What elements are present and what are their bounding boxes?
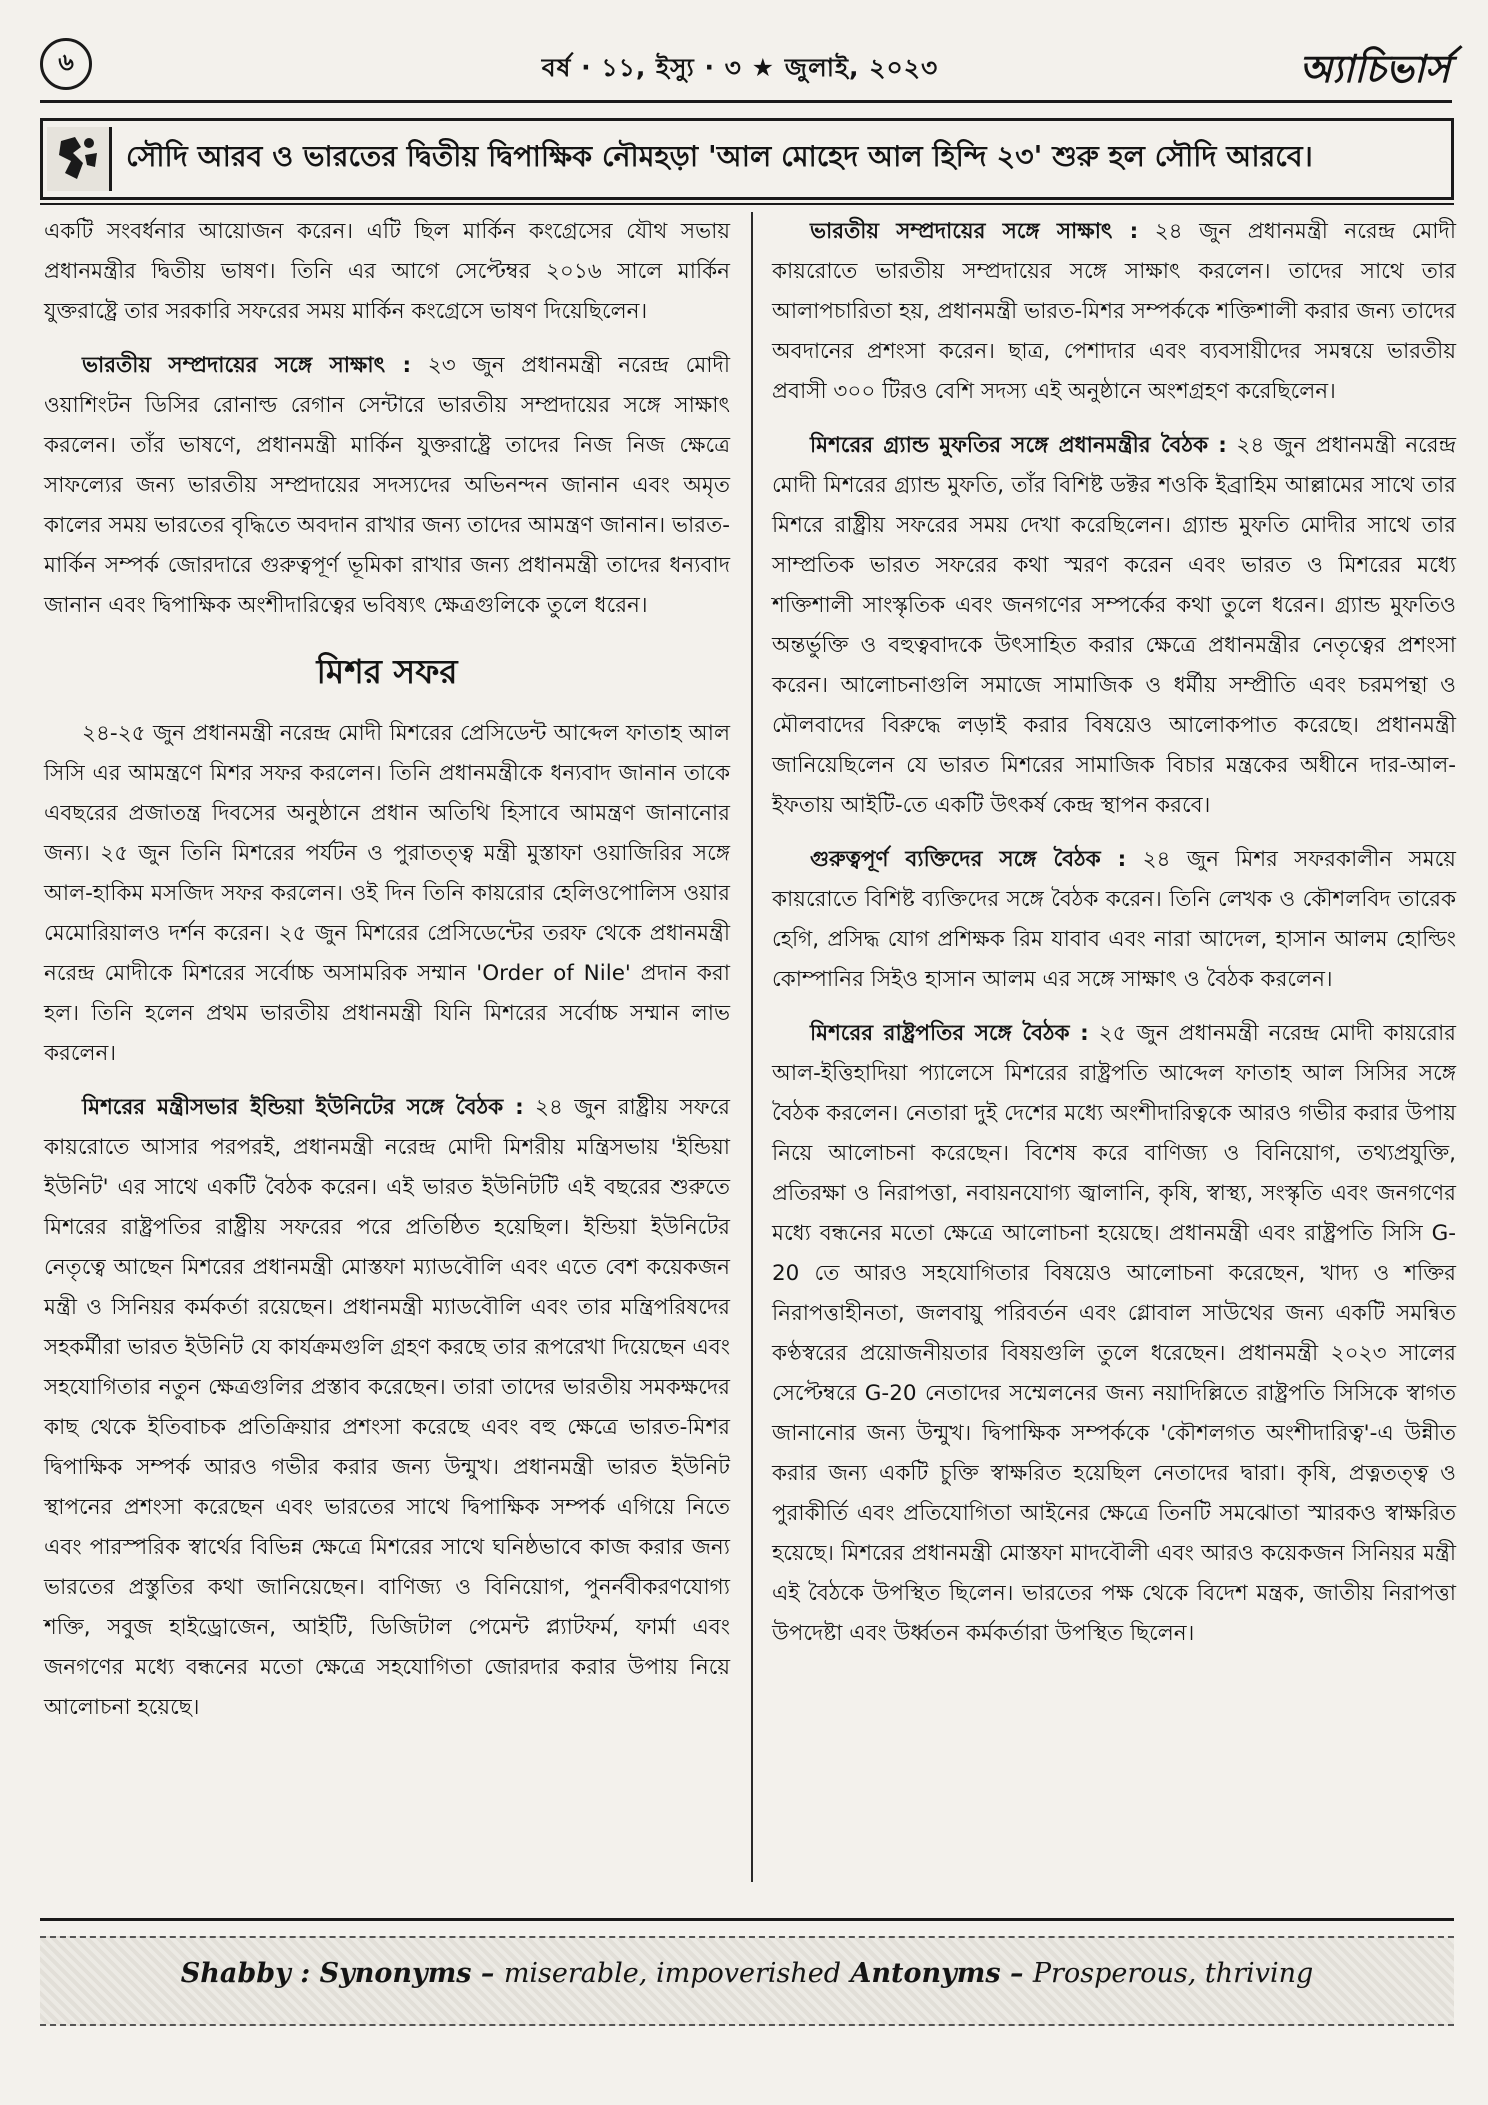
paragraph: একটি সংবর্ধনার আয়োজন করেন। এটি ছিল মার্কিন কংগ্রেসের যৌথ সভায় প্রধানমন্ত্রীর দ্বিতীয় ভাষণ। তিনি এর আগে সেপ্টেম্বর ২০১৬ সালে মার্কিন যুক্তরাষ্ট্রে তার সরকারি সফরের সময় মার্কিন কংগ্রেসে ভাষণ দিয়েছিলেন। <box>44 219 730 324</box>
antonyms-list: Prosperous, thriving <box>1032 1958 1314 1989</box>
synonyms-label: Synonyms – <box>319 1958 495 1989</box>
paragraph-title: ভারতীয় সম্প্রদায়ের সঙ্গে সাক্ষাৎ : <box>810 219 1139 244</box>
vocab-word: Shabby : <box>180 1958 311 1989</box>
paragraph: মিশরের গ্র্যান্ড মুফতির সঙ্গে প্রধানমন্ত্রীর বৈঠক : ২৪ জুন প্রধানমন্ত্রী নরেন্দ্র মোদী মিশরের গ্র্যান্ড মুফতি, তাঁর বিশিষ্ট ডক্টর শওকি ইব্রাহিম আল্লামের সাথে তার মিশরে রাষ্ট্রীয় সফরের সময় দেখা করেছিলেন। গ্র্যান্ড মুফতি মোদীর সাথে তার সাম্প্রতিক ভারত সফরের কথা স্মরণ করেন এবং ভারত ও মিশরের মধ্যে শক্তিশালী সাংস্কৃতিক এবং জনগণের সম্পর্কের কথা তুলে ধরেন। গ্র্যান্ড মুফতিও অন্তর্ভুক্তি ও বহুত্ববাদকে উৎসাহিত করার ক্ষেত্রে প্রধানমন্ত্রীর নেতৃত্বের প্রশংসা করেন। আলোচনাগুলি সমাজে সামাজিক ও ধর্মীয় সম্প্রীতি এবং চরমপন্থা ও মৌলবাদের বিরুদ্ধে লড়াই করার বিষয়েও আলোকপাত করেছে। প্রধানমন্ত্রী জানিয়েছিলেন যে ভারত মিশরের সামাজিক বিচার মন্ত্রকের অধীনে দার-আল-ইফতায় আইটি-তে একটি উৎকর্ষ কেন্দ্র স্থাপন করবে। <box>772 433 1457 818</box>
paragraph-title: গুরুত্বপূর্ণ ব্যক্তিদের সঙ্গে বৈঠক : <box>810 847 1127 872</box>
paragraph-title: ভারতীয় সম্প্রদায়ের সঙ্গে সাক্ষাৎ : <box>82 353 412 378</box>
brand-logo: অ্যাচিভার্স <box>1299 46 1450 91</box>
vocabulary-band <box>40 1936 1454 2026</box>
issue-line: বর্ষ · ১১, ইস্যু · ৩ ★ জুলাই, ২০২৩ <box>541 53 939 82</box>
section-title: মিশর সফর <box>316 652 458 691</box>
paragraph: ভারতীয় সম্প্রদায়ের সঙ্গে সাক্ষাৎ : ২৩ জুন প্রধানমন্ত্রী নরেন্দ্র মোদী ওয়াশিংটন ডিসির রোনাল্ড রেগান সেন্টারে ভারতীয় সম্প্রদায়ের সঙ্গে সাক্ষাৎ করলেন। তাঁর ভাষণে, প্রধানমন্ত্রী মার্কিন যুক্তরাষ্ট্রে তাদের নিজ নিজ ক্ষেত্রে সাফল্যের জন্য ভারতীয় সম্প্রদায়ের সদস্যদের অভিনন্দন জানান এবং অমৃত কালের সময় ভারতের বৃদ্ধিতে অবদান রাখার জন্য তাদের আমন্ত্রণ জানান। ভারত-মার্কিন সম্পর্ক জোরদারে গুরুত্বপূর্ণ ভূমিকা রাখার জন্য প্রধানমন্ত্রী তাদের ধন্যবাদ জানান এবং দ্বিপাক্ষিক অংশীদারিত্বের ভবিষ্যৎ ক্ষেত্রগুলিকে তুলে ধরেন। <box>44 353 730 618</box>
synonyms-list: miserable, impoverished <box>503 1958 842 1989</box>
footer-rule <box>40 1918 1454 1921</box>
paragraph-title: মিশরের মন্ত্রীসভার ইন্ডিয়া ইউনিটের সঙ্গে বৈঠক : <box>82 1095 524 1120</box>
news-tag-icon <box>47 127 112 191</box>
paragraph: গুরুত্বপূর্ণ ব্যক্তিদের সঙ্গে বৈঠক : ২৪ জুন মিশর সফরকালীন সময়ে কায়রোতে বিশিষ্ট ব্যক্তিদের সঙ্গে বৈঠক করেন। তিনি লেখক ও কৌশলবিদ তারেক হেগি, প্রসিদ্ধ যোগ প্রশিক্ষক রিম যাবাব এবং নারা আদেল, হাসান আলম হোল্ডিং কোম্পানির সিইও হাসান আলম এর সঙ্গে সাক্ষাৎ ও বৈঠক করলেন। <box>772 847 1456 992</box>
paragraph: মিশরের রাষ্ট্রপতির সঙ্গে বৈঠক : ২৫ জুন প্রধানমন্ত্রী নরেন্দ্র মোদী কায়রোর আল-ইত্তিহাদিয়া প্যালেসে মিশরের রাষ্ট্রপতি আব্দেল ফাতাহ আল সিসির সঙ্গে বৈঠক করলেন। নেতারা দুই দেশের মধ্যে অংশীদারিত্বকে আরও গভীর করার উপায় নিয়ে আলোচনা করেছেন। বিশেষ করে বাণিজ্য ও বিনিয়োগ, তথ্যপ্রযুক্তি, প্রতিরক্ষা ও নিরাপত্তা, নবায়নযোগ্য জ্বালানি, কৃষি, স্বাস্থ্য, সংস্কৃতি এবং জনগণের মধ্যে বন্ধনের মতো ক্ষেত্রে আলোচনা হয়েছে। প্রধানমন্ত্রী এবং রাষ্ট্রপতি সিসি G-20 তে আরও সহযোগিতার বিষয়েও আলোচনা করেছেন, খাদ্য ও শক্তির নিরাপত্তাহীনতা, জলবায়ু পরিবর্তন এবং গ্লোবাল সাউথের জন্য একটি সমন্বিত কণ্ঠস্বরের প্রয়োজনীয়তার বিষয়গুলি তুলে ধরেছেন। প্রধানমন্ত্রী ২০২৩ সালের সেপ্টেম্বরে G-20 নেতাদের সম্মেলনের জন্য নয়াদিল্লিতে রাষ্ট্রপতি সিসিকে স্বাগত জানানোর জন্য উন্মুখ। দ্বিপাক্ষিক সম্পর্ককে 'কৌশলগত অংশীদারিত্ব'-এ উন্নীত করার জন্য একটি চুক্তি স্বাক্ষরিত হয়েছিল নেতাদের দ্বারা। কৃষি, প্রত্নতত্ত্ব ও পুরাকীর্তি এবং প্রতিযোগিতা আইনের ক্ষেত্রে তিনটি সমঝোতা স্মারকও স্বাক্ষরিত হয়েছে। মিশরের প্রধানমন্ত্রী মোস্তফা মাদবৌলী এবং আরও কয়েকজন সিনিয়র মন্ত্রী এই বৈঠকে উপস্থিত ছিলেন। ভারতের পক্ষ থেকে বিদেশ মন্ত্রক, জাতীয় নিরাপত্তা উপদেষ্টা এবং উর্ধ্বতন কর্মকর্তারা উপস্থিত ছিলেন। <box>772 1021 1457 1646</box>
antonyms-label: Antonyms – <box>850 1958 1024 1989</box>
vocabulary-line <box>40 1958 1454 1989</box>
column-divider <box>751 212 753 1882</box>
paragraph: ২৪-২৫ জুন প্রধানমন্ত্রী নরেন্দ্র মোদী মিশরের প্রেসিডেন্ট আব্দেল ফাতাহ আল সিসি এর আমন্ত্রণে মিশর সফর করলেন। তিনি প্রধানমন্ত্রীকে ধন্যবাদ জানান তাকে এবছরের প্রজাতন্ত্র দিবসের অনুষ্ঠানে প্রধান অতিথি হিসাবে আমন্ত্রণ জানানোর জন্য। ২৫ জুন তিনি মিশরের পর্যটন ও পুরাতত্ত্ব মন্ত্রী মুস্তাফা ওয়াজিরির সঙ্গে আল-হাকিম মসজিদ সফর করলেন। ওই দিন তিনি কায়রোর হেলিওপোলিস ওয়ার মেমোরিয়ালও দর্শন করেন। ২৫ জুন মিশরের প্রেসিডেন্টের তরফ থেকে প্রধানমন্ত্রী নরেন্দ্র মোদীকে মিশরের সর্বোচ্চ অসামরিক সম্মান 'Order of Nile' প্রদান করা হল। তিনি হলেন প্রথম ভারতীয় প্রধানমন্ত্রী যিনি মিশরের সর্বোচ্চ সম্মান লাভ করলেন। <box>44 721 730 1066</box>
left-column <box>44 212 730 1742</box>
paragraph: মিশরের মন্ত্রীসভার ইন্ডিয়া ইউনিটের সঙ্গে বৈঠক : ২৪ জুন রাষ্ট্রীয় সফরে কায়রোতে আসার পরপরই, প্রধানমন্ত্রী নরেন্দ্র মোদী মিশরীয় মন্ত্রিসভায় 'ইন্ডিয়া ইউনিট' এর সাথে একটি বৈঠক করেন। এই ভারত ইউনিটটি এই বছরের শুরুতে মিশরের রাষ্ট্রপতির রাষ্ট্রীয় সফরের পরে প্রতিষ্ঠিত হয়েছিল। ইন্ডিয়া ইউনিটের নেতৃত্বে আছেন মিশরের প্রধানমন্ত্রী মোস্তফা ম্যাডবৌলি এবং এতে বেশ কয়েকজন মন্ত্রী ও সিনিয়র কর্মকর্তা রয়েছেন। প্রধানমন্ত্রী ম্যাডবৌলি এবং তার মন্ত্রিপরিষদের সহকর্মীরা ভারত ইউনিট যে কার্যক্রমগুলি গ্রহণ করছে তার রূপরেখা দিয়েছেন এবং সহযোগিতার নতুন ক্ষেত্রগুলির প্রস্তাব করেছেন। তারা তাদের ভারতীয় সমকক্ষদের কাছ থেকে ইতিবাচক প্রতিক্রিয়ার প্রশংসা করেছে এবং বহু ক্ষেত্রে ভারত-মিশর দ্বিপাক্ষিক সম্পর্ক আরও গভীর করার জন্য উন্মুখ। প্রধানমন্ত্রী ভারত ইউনিট স্থাপনের প্রশংসা করেছেন এবং ভারতের সাথে দ্বিপাক্ষিক সম্পর্ক এগিয়ে নিতে এবং পারস্পরিক স্বার্থের বিভিন্ন ক্ষেত্রে মিশরের সাথে ঘনিষ্ঠভাবে কাজ করার জন্য ভারতের প্রস্তুতির কথা জানিয়েছেন। বাণিজ্য ও বিনিয়োগ, পুনর্নবীকরণযোগ্য শক্তি, সবুজ হাইড্রোজেন, আইটি, ডিজিটাল পেমেন্ট প্ল্যাটফর্ম, ফার্মা এবং জনগণের মধ্যে বন্ধনের মতো ক্ষেত্রে সহযোগিতা জোরদার করার উপায় নিয়ে আলোচনা হয়েছে। <box>44 1095 731 1720</box>
paragraph-title: মিশরের রাষ্ট্রপতির সঙ্গে বৈঠক : <box>810 1021 1089 1046</box>
header-rule <box>40 100 1452 103</box>
paragraph: ভারতীয় সম্প্রদায়ের সঙ্গে সাক্ষাৎ : ২৪ জুন প্রধানমন্ত্রী নরেন্দ্র মোদী কায়রোতে ভারতীয় সম্প্রদায়ের সঙ্গে সাক্ষাৎ করলেন। তাদের সাথে তার আলাপচারিতা হয়, প্রধানমন্ত্রী ভারত-মিশর সম্পর্ককে শক্তিশালী করার জন্য তাদের অবদানের প্রশংসা করেন। ছাত্র, পেশাদার এবং ব্যবসায়ীদের সমন্বয়ে ভারতীয় প্রবাসী ৩০০ টিরও বেশি সদস্য এই অনুষ্ঠানে অংশগ্রহণ করেছিলেন। <box>772 219 1456 404</box>
headline-rule <box>40 203 1454 205</box>
paragraph-title: মিশরের গ্র্যান্ড মুফতির সঙ্গে প্রধানমন্ত্রীর বৈঠক : <box>810 433 1227 458</box>
headline-box <box>40 118 1454 200</box>
right-column <box>772 212 1456 1668</box>
headline: সৌদি আরব ও ভারতের দ্বিতীয় দ্বিপাক্ষিক নৌমহড়া 'আল মোহেদ আল হিন্দি ২৩' শুরু হল সৌদি আরবে। <box>126 139 1313 173</box>
page-number: ৬ <box>40 38 92 90</box>
